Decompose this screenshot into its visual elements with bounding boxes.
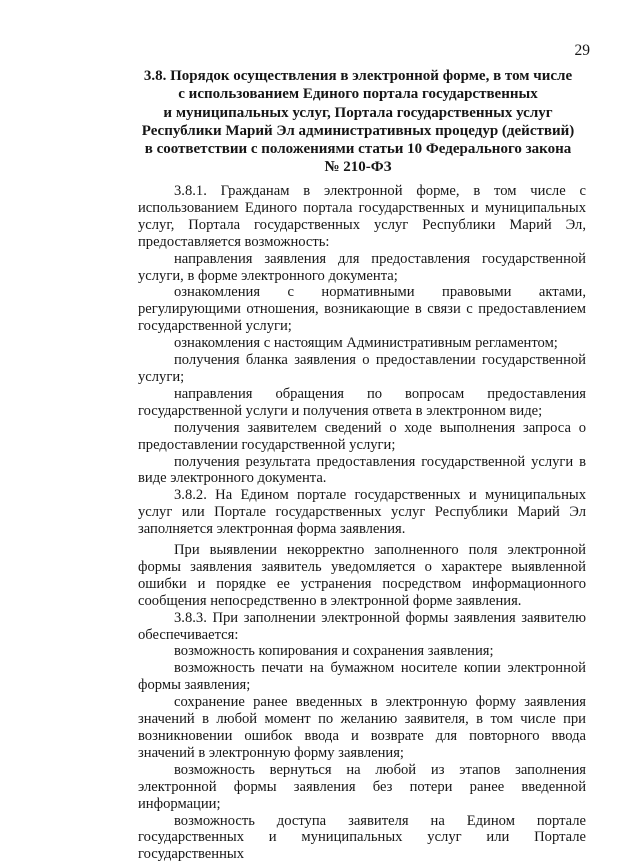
heading-line: № 210-ФЗ: [324, 159, 392, 176]
paragraph: получения бланка заявления о предоставлении государственной услуги;: [138, 352, 586, 385]
paragraph: направления заявления для предоставления государственной услуги, в форме электронного документа;: [138, 250, 586, 284]
paragraph: получения результата предоставления государственной услуги в виде электронного документа.: [138, 453, 586, 487]
paragraph: возможность печати на бумажном носителе копии электронной формы заявления;: [138, 660, 586, 694]
paragraph: ознакомления с нормативными правовыми актами, регулирующими отношения, возникающие в связи с предоставлением государственной услуги;: [138, 284, 586, 335]
heading-line: и муниципальных услуг, Портала государственных услуг: [163, 104, 553, 121]
paragraph: направления обращения по вопросам предоставления государственной услуги и получения ответа в электронном виде;: [138, 385, 586, 419]
paragraph: возможность копирования и сохранения заявления;: [174, 643, 494, 660]
paragraph: 3.8.2. На Едином портале государственных и муниципальных услуг или Портале государственных услуг Республики Марий Эл заполняется электронная форма заявления.: [138, 487, 586, 538]
page-number: 29: [574, 42, 590, 59]
heading-line: Республики Марий Эл административных процедур (действий): [141, 122, 575, 139]
paragraph: сохранение ранее введенных в электронную форму заявления значений в любой момент по желанию заявителя, в том числе при возникновении ошибок ввода и возврате для повторного ввода значений в электронную форму заявления;: [138, 694, 586, 761]
paragraph: возможность вернуться на любой из этапов заполнения электронной формы заявления без потери ранее введенной информации;: [138, 761, 586, 812]
heading-line: 3.8. Порядок осуществления в электронной форме, в том числе: [143, 68, 573, 84]
heading-line: с использованием Единого портала государственных: [178, 86, 538, 103]
paragraph: 3.8.1. Гражданам в электронной форме, в том числе с использованием Единого портала государственных и муниципальных услуг, Портала государственных услуг Республики Марий Эл, предоставляется возможность:: [138, 183, 586, 250]
paragraph: возможность доступа заявителя на Едином портале государственных и муниципальных услуг или Портале государственных: [138, 812, 586, 863]
section-heading: [138, 67, 578, 177]
paragraph: ознакомления с настоящим Административным регламентом;: [174, 335, 558, 352]
paragraph: 3.8.3. При заполнении электронной формы заявления заявителю обеспечивается:: [138, 609, 586, 643]
paragraph: При выявлении некорректно заполненного поля электронной формы заявления заявитель уведомляется о характере выявленной ошибки и порядке ее устранения посредством информационного сообщения непосредственно в электронной форме заявления.: [138, 542, 586, 609]
body-text: [138, 183, 586, 863]
paragraph: получения заявителем сведений о ходе выполнения запроса о предоставлении государственной услуги;: [138, 419, 586, 453]
heading-line: в соответствии с положениями статьи 10 Федерального закона: [144, 141, 572, 158]
